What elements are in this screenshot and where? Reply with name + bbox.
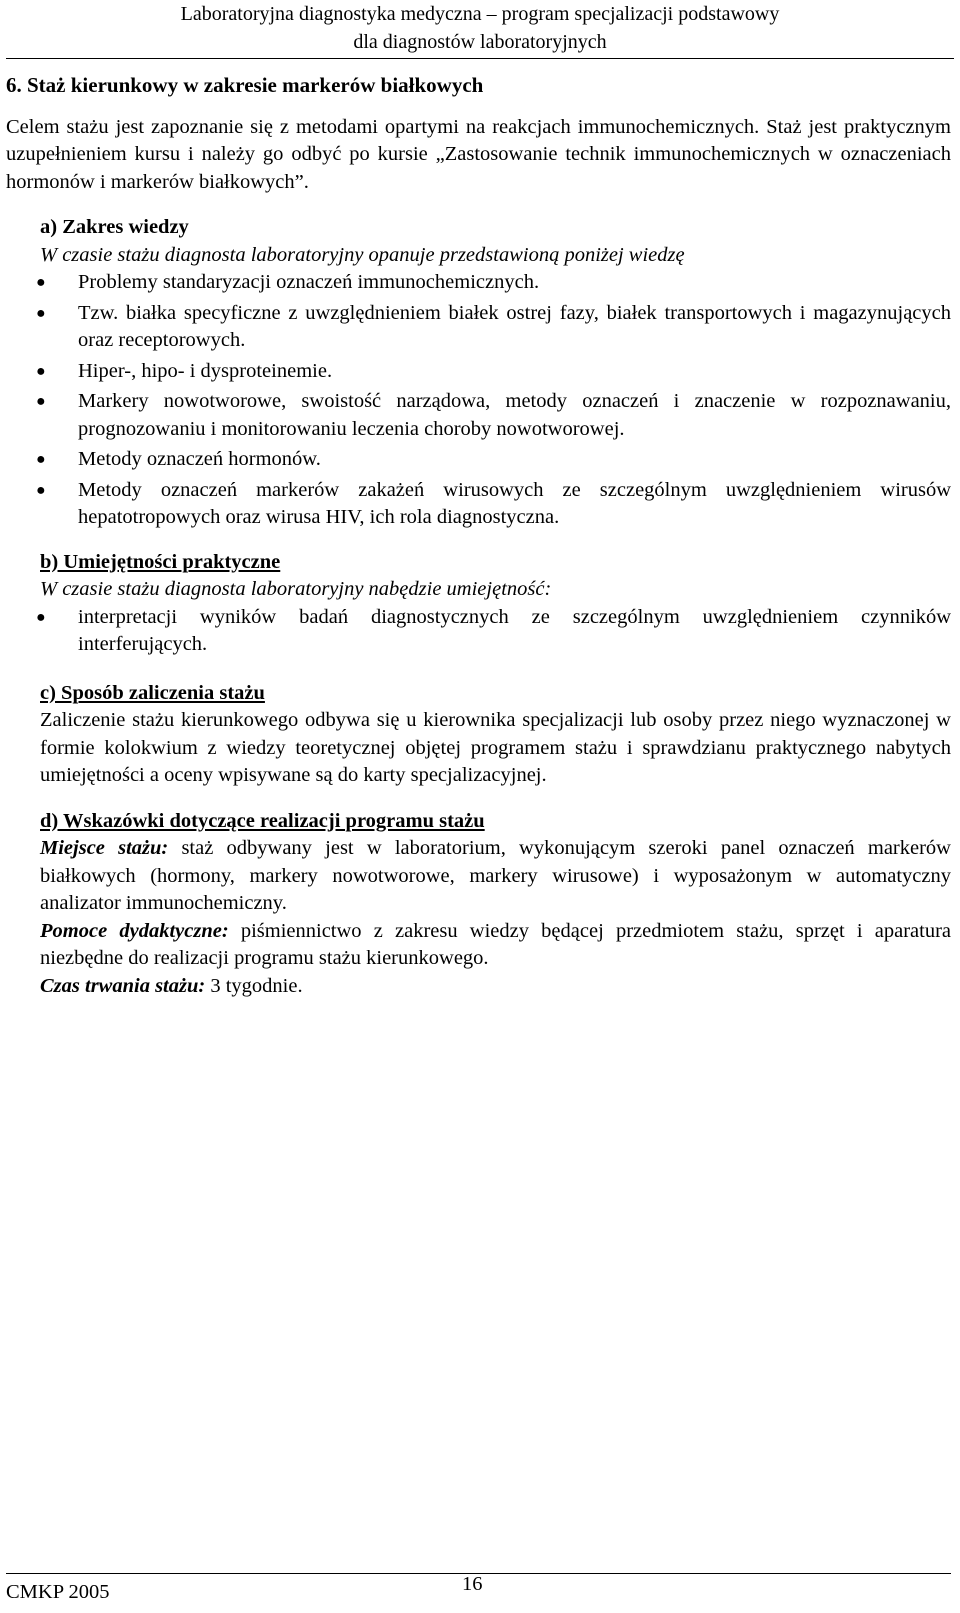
header-divider [6,58,954,59]
part-b-list [6,604,951,659]
part-b-lead: W czasie stażu diagnosta laboratoryjny nabędzie umiejętność: [40,578,552,600]
part-a-lead: W czasie stażu diagnosta laboratoryjny opanuje przedstawioną poniżej wiedzę [40,243,685,266]
page-content [6,68,951,1000]
part-b [40,549,951,604]
part-c-text: Zaliczenie stażu kierunkowego odbywa się u kierownika specjalizacji lub osoby przez niego wyznaczonej w formie kolokwium z wiedzy teoretycznej objętej programem stażu i sprawdzianu praktycznego nabytych umiejętności a oceny wpisywane są do karty specjalizacyjnej. [40,709,951,786]
list-item: ● Tzw. białka specyficzne z uwzględnieniem białek ostrej fazy, białek transportowych i magazynujących oraz receptorowych. [36,301,951,351]
list-item: ● Problemy standaryzacji oznaczeń immunochemicznych. [78,269,951,297]
part-d-heading: d) Wskazówki dotyczące realizacji programu stażu [40,809,485,832]
part-d-duration [40,973,951,1001]
list-item: ● Metody oznaczeń hormonów. [78,446,951,474]
header-line-1: Laboratoryjna diagnostyka medyczna – program specjalizacji podstawowy [180,3,780,25]
list-item: ● Metody oznaczeń markerów zakażeń wirusowych ze szczególnym uwzględnieniem wirusów hepatotropowych oraz wirusa HIV, ich rola diagnostyczna. [36,478,951,528]
bullet-icon: ● [36,608,46,626]
part-c-heading: c) Sposób zaliczenia stażu [40,681,265,704]
aids-text: piśmiennictwo z zakresu wiedzy będącej przedmiotem stażu, sprzęt i aparatura niezbędne do realizacji programu stażu kierunkowego. [40,919,951,969]
part-d-aids [40,918,951,973]
place-text: staż odbywany jest w laboratorium, wykonującym szeroki panel oznaczeń markerów białkowych (hormony, markery nowotworowe, markery wirusowe) i wyposażonym w automatyczny analizator immunochemiczny. [40,837,951,914]
duration-text: 3 tygodnie. [205,974,303,997]
bullet-icon: ● [36,481,46,499]
part-b-heading: b) Umiejętności praktyczne [40,550,281,573]
bullet-icon: ● [36,304,46,322]
part-a-heading: a) Zakres wiedzy [40,216,189,238]
section-intro: Celem stażu jest zapoznanie się z metodami opartymi na reakcjach immunochemicznych. Staż jest praktycznym uzupełnieniem kursu i należy go odbyć po kursie „Zastosowanie technik immunochemicznych w oznaczeniach hormonów i markerów białkowych”. [6,115,951,193]
page-header [0,0,960,56]
list-item: ● Hiper-, hipo- i dysproteinemie. [78,358,951,386]
part-d-place [40,835,951,918]
list-item: ● interpretacji wyników badań diagnostycznych ze szczególnym uwzględnieniem czynników interferujących. [36,605,951,655]
part-a-list [6,269,951,532]
page-number: 16 [462,1573,483,1595]
header-line-2: dla diagnostów laboratoryjnych [353,31,607,53]
part-c [40,680,951,790]
bullet-icon: ● [36,451,46,468]
list-item: ● Markery nowotworowe, swoistość narządowa, metody oznaczeń i znaczenie w rozpoznawaniu, prognozowaniu i monitorowaniu leczenia choroby nowotworowej. [36,390,951,440]
duration-label: Czas trwania stażu: [40,974,206,997]
bullet-icon: ● [36,393,46,410]
bullet-icon: ● [36,362,46,380]
aids-label: Pomoce dydaktyczne: [40,919,229,942]
section-title: 6. Staż kierunkowy w zakresie markerów białkowych [6,73,484,97]
part-d [40,808,951,1001]
part-a [40,214,951,269]
footer-publisher: CMKP 2005 [6,1581,110,1603]
bullet-icon: ● [36,274,46,291]
place-label: Miejsce stażu: [40,837,169,859]
